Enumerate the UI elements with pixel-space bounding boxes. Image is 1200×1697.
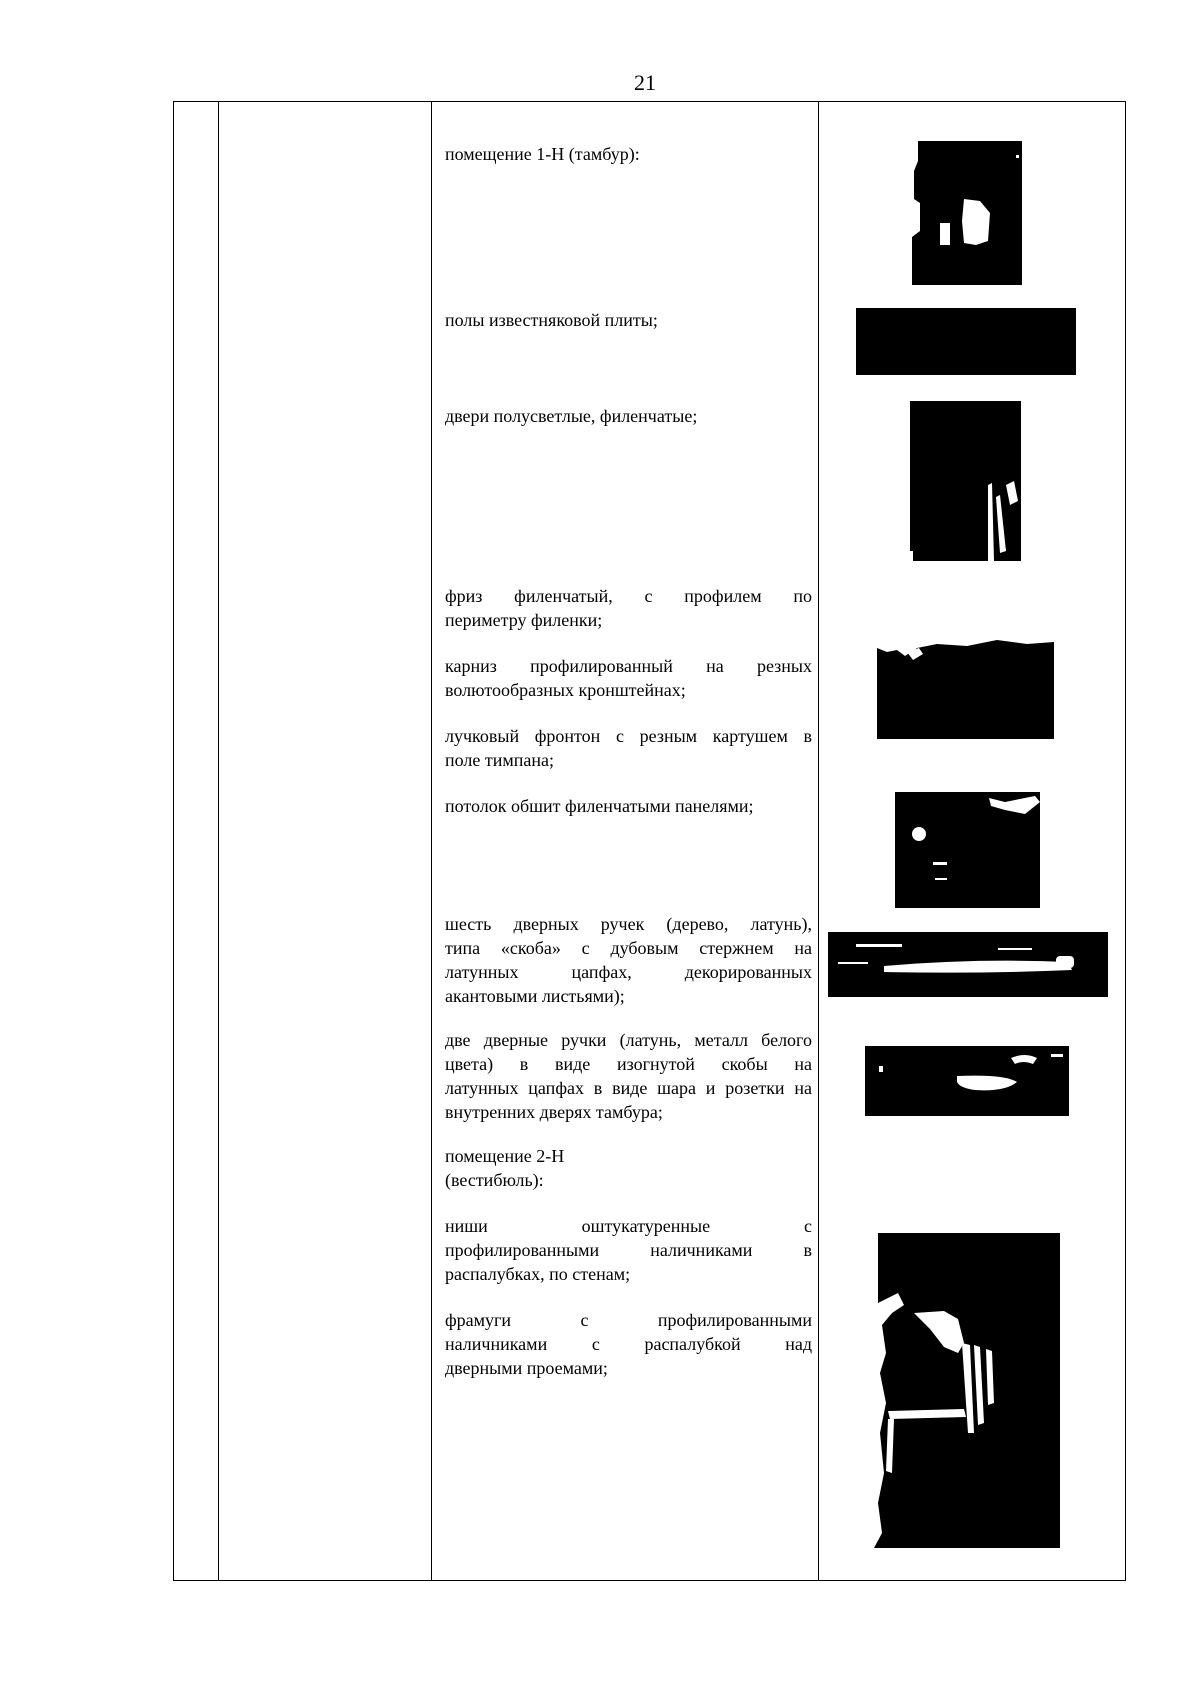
limestone-floor-photo bbox=[856, 308, 1076, 375]
column-divider bbox=[218, 102, 219, 1580]
six-door-handles-photo-image bbox=[828, 932, 1108, 997]
entry-limestone-floor: полы известняковой плиты; bbox=[445, 310, 658, 330]
entry-paneled-ceiling: потолок обшит филенчатыми панелями; bbox=[445, 796, 754, 816]
entry-room-2n-lobby: помещение 2-Н (вестибюль): bbox=[445, 1146, 565, 1190]
vestibule-photo bbox=[912, 141, 1022, 285]
entry-paneled-frieze: фриз филенчатый, с профилем по периметру филенки; bbox=[445, 586, 812, 630]
cornice-photo bbox=[877, 634, 1054, 739]
entry-plastered-niches: ниши оштукатуренные с профилированными наличниками в распалубках, по стенам; bbox=[445, 1216, 812, 1284]
entry-transoms: фрамуги с профилированными наличниками с распалубкой над дверными проемами; bbox=[445, 1310, 812, 1378]
lobby-niches-photo bbox=[874, 1233, 1060, 1548]
entry-paneled-doors: двери полусветлые, филенчатые; bbox=[445, 406, 698, 426]
two-door-handles-photo bbox=[865, 1046, 1069, 1116]
column-divider bbox=[431, 102, 432, 1580]
six-door-handles-photo bbox=[828, 932, 1108, 997]
entry-six-door-handles: шесть дверных ручек (дерево, латунь), типа «скоба» с дубовым стержнем на латунных цапфах, декорированных акантовыми листьями); bbox=[445, 914, 812, 1006]
entry-cornice: карниз профилированный на резных волютообразных кронштейнах; bbox=[445, 656, 812, 700]
cornice-photo-image bbox=[877, 634, 1054, 739]
two-door-handles-photo-image bbox=[865, 1046, 1069, 1116]
entry-two-door-handles: две дверные ручки (латунь, металл белого цвета) в виде изогнутой скобы на латунных цапфах в виде шара и розетки на внутренних дверях тамбура; bbox=[445, 1030, 812, 1122]
lobby-niches-photo-image bbox=[874, 1233, 1060, 1548]
paneled-ceiling-photo-image bbox=[895, 792, 1040, 908]
paneled-door-photo-image bbox=[910, 401, 1021, 561]
entry-room-1n-vestibule: помещение 1-Н (тамбур): bbox=[445, 144, 640, 164]
entry-pediment: лучковый фронтон с резным картушем в поле тимпана; bbox=[445, 726, 812, 770]
paneled-ceiling-photo bbox=[895, 792, 1040, 908]
vestibule-photo-image bbox=[912, 141, 1022, 285]
paneled-door-photo bbox=[910, 401, 1021, 561]
page-number: 21 bbox=[634, 70, 656, 95]
column-divider bbox=[818, 102, 819, 1580]
